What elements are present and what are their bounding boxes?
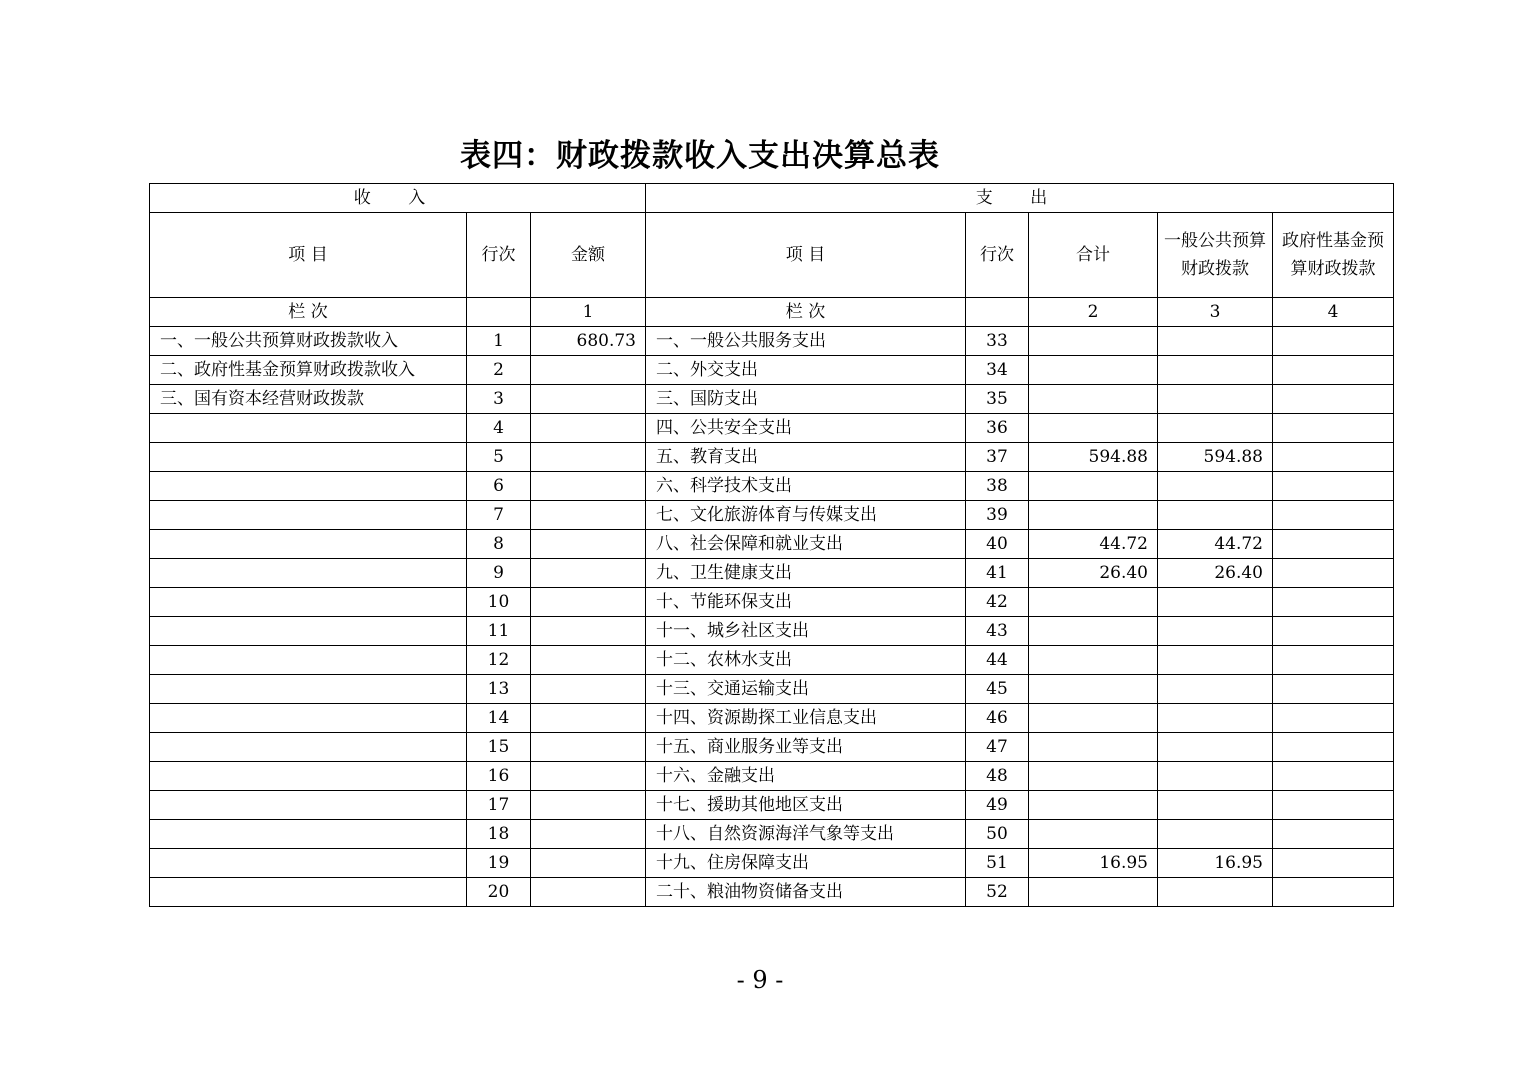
expense-item-cell: 十六、金融支出 [646, 762, 966, 791]
income-row-no-cell: 10 [467, 588, 531, 617]
gov-fund-cell [1273, 617, 1394, 646]
general-budget-cell: 16.95 [1158, 849, 1273, 878]
income-row-no-cell: 2 [467, 356, 531, 385]
income-row-no-cell: 8 [467, 530, 531, 559]
income-item-cell [150, 646, 467, 675]
general-budget-cell: 26.40 [1158, 559, 1273, 588]
gov-fund-cell [1273, 443, 1394, 472]
total-cell [1029, 704, 1158, 733]
total-cell [1029, 646, 1158, 675]
table-row [150, 849, 1394, 878]
expense-item-cell: 二十、粮油物资储备支出 [646, 878, 966, 907]
expense-row-no-cell: 34 [966, 356, 1029, 385]
expense-item-cell: 五、教育支出 [646, 443, 966, 472]
expense-item-cell: 十三、交通运输支出 [646, 675, 966, 704]
column-index-general: 3 [1158, 298, 1273, 327]
income-amount-cell [531, 762, 646, 791]
total-cell [1029, 733, 1158, 762]
income-amount-header: 金额 [531, 213, 646, 298]
income-amount-cell [531, 356, 646, 385]
expense-row-no-cell: 46 [966, 704, 1029, 733]
income-amount-cell [531, 646, 646, 675]
income-amount-cell [531, 617, 646, 646]
total-cell: 26.40 [1029, 559, 1158, 588]
gov-fund-cell [1273, 878, 1394, 907]
income-row-no-cell: 6 [467, 472, 531, 501]
page-number: - 9 - [736, 966, 784, 994]
income-row-no-cell: 1 [467, 327, 531, 356]
expense-item-cell: 六、科学技术支出 [646, 472, 966, 501]
income-item-cell [150, 588, 467, 617]
gov-fund-cell [1273, 820, 1394, 849]
income-row-no-cell: 14 [467, 704, 531, 733]
income-item-cell [150, 791, 467, 820]
income-item-cell [150, 704, 467, 733]
general-budget-cell [1158, 762, 1273, 791]
column-index-row [150, 298, 1394, 327]
total-cell: 16.95 [1029, 849, 1158, 878]
general-budget-cell [1158, 327, 1273, 356]
table-row [150, 414, 1394, 443]
income-amount-cell [531, 501, 646, 530]
expense-row-no-cell: 36 [966, 414, 1029, 443]
income-item-cell [150, 443, 467, 472]
expense-row-no-cell: 50 [966, 820, 1029, 849]
table-row [150, 791, 1394, 820]
gov-fund-cell [1273, 327, 1394, 356]
income-row-no-cell: 20 [467, 878, 531, 907]
column-index-label-right: 栏 次 [646, 298, 966, 327]
income-amount-cell [531, 530, 646, 559]
total-header: 合计 [1029, 213, 1158, 298]
gov-fund-cell [1273, 414, 1394, 443]
income-amount-cell [531, 588, 646, 617]
total-cell [1029, 762, 1158, 791]
income-amount-cell [531, 791, 646, 820]
gov-fund-header: 政府性基金预算财政拨款 [1273, 213, 1394, 298]
table-row [150, 733, 1394, 762]
expense-row-no-cell: 52 [966, 878, 1029, 907]
expense-row-no-cell: 33 [966, 327, 1029, 356]
general-budget-cell [1158, 617, 1273, 646]
expense-item-cell: 四、公共安全支出 [646, 414, 966, 443]
income-row-no-cell: 15 [467, 733, 531, 762]
income-item-cell [150, 414, 467, 443]
expense-item-cell: 十二、农林水支出 [646, 646, 966, 675]
income-amount-cell [531, 675, 646, 704]
income-item-header: 项 目 [150, 213, 467, 298]
column-index-label-left: 栏 次 [150, 298, 467, 327]
total-cell [1029, 791, 1158, 820]
income-row-no-cell: 4 [467, 414, 531, 443]
expense-item-cell: 二、外交支出 [646, 356, 966, 385]
total-cell [1029, 675, 1158, 704]
general-budget-cell [1158, 675, 1273, 704]
income-amount-cell [531, 704, 646, 733]
gov-fund-cell [1273, 704, 1394, 733]
income-row-no-cell: 19 [467, 849, 531, 878]
income-row-no-cell: 13 [467, 675, 531, 704]
table-row [150, 762, 1394, 791]
income-amount-cell [531, 385, 646, 414]
income-item-cell [150, 762, 467, 791]
income-row-no-cell: 7 [467, 501, 531, 530]
total-cell [1029, 617, 1158, 646]
income-item-cell [150, 849, 467, 878]
table-row [150, 530, 1394, 559]
expense-row-no-cell: 48 [966, 762, 1029, 791]
general-budget-cell [1158, 791, 1273, 820]
income-header: 收 入 [150, 184, 646, 213]
income-item-cell: 三、国有资本经营财政拨款 [150, 385, 467, 414]
table-row [150, 356, 1394, 385]
table-row [150, 327, 1394, 356]
table-row [150, 472, 1394, 501]
income-item-cell [150, 501, 467, 530]
expense-item-cell: 一、一般公共服务支出 [646, 327, 966, 356]
gov-fund-cell [1273, 675, 1394, 704]
general-budget-cell [1158, 820, 1273, 849]
expense-row-no-cell: 39 [966, 501, 1029, 530]
expense-item-cell: 十四、资源勘探工业信息支出 [646, 704, 966, 733]
income-item-cell: 一、一般公共预算财政拨款收入 [150, 327, 467, 356]
expense-item-cell: 十、节能环保支出 [646, 588, 966, 617]
expense-row-no-cell: 51 [966, 849, 1029, 878]
total-cell [1029, 327, 1158, 356]
general-budget-cell [1158, 385, 1273, 414]
income-row-no-header: 行次 [467, 213, 531, 298]
column-index-amount: 1 [531, 298, 646, 327]
income-amount-cell [531, 443, 646, 472]
gov-fund-cell [1273, 356, 1394, 385]
income-row-no-cell: 3 [467, 385, 531, 414]
income-amount-cell [531, 849, 646, 878]
table-row [150, 646, 1394, 675]
table-row [150, 443, 1394, 472]
income-amount-cell [531, 559, 646, 588]
total-cell [1029, 414, 1158, 443]
gov-fund-cell [1273, 472, 1394, 501]
table-row [150, 559, 1394, 588]
column-index-fund: 4 [1273, 298, 1394, 327]
income-amount-cell [531, 472, 646, 501]
income-row-no-cell: 11 [467, 617, 531, 646]
expense-row-no-header: 行次 [966, 213, 1029, 298]
income-amount-cell [531, 414, 646, 443]
page-title: 表四：财政拨款收入支出决算总表 [460, 138, 940, 174]
expense-item-header: 项 目 [646, 213, 966, 298]
total-cell [1029, 588, 1158, 617]
expense-header: 支 出 [646, 184, 1394, 213]
gov-fund-cell [1273, 530, 1394, 559]
income-item-cell [150, 617, 467, 646]
gov-fund-cell [1273, 501, 1394, 530]
expense-item-cell: 十七、援助其他地区支出 [646, 791, 966, 820]
income-amount-cell: 680.73 [531, 327, 646, 356]
expense-item-cell: 十一、城乡社区支出 [646, 617, 966, 646]
table-row [150, 675, 1394, 704]
income-row-no-cell: 12 [467, 646, 531, 675]
general-budget-cell [1158, 356, 1273, 385]
column-index-empty [467, 298, 531, 327]
column-index-empty-right [966, 298, 1029, 327]
general-budget-cell [1158, 414, 1273, 443]
income-item-cell [150, 733, 467, 762]
expense-row-no-cell: 40 [966, 530, 1029, 559]
expense-row-no-cell: 38 [966, 472, 1029, 501]
expense-row-no-cell: 37 [966, 443, 1029, 472]
income-item-cell [150, 559, 467, 588]
general-budget-cell [1158, 733, 1273, 762]
general-budget-cell [1158, 472, 1273, 501]
expense-row-no-cell: 42 [966, 588, 1029, 617]
table-row [150, 617, 1394, 646]
gov-fund-cell [1273, 849, 1394, 878]
income-row-no-cell: 5 [467, 443, 531, 472]
income-item-cell [150, 530, 467, 559]
general-budget-cell [1158, 704, 1273, 733]
expense-item-cell: 九、卫生健康支出 [646, 559, 966, 588]
gov-fund-cell [1273, 733, 1394, 762]
income-row-no-cell: 16 [467, 762, 531, 791]
expense-item-cell: 十八、自然资源海洋气象等支出 [646, 820, 966, 849]
fiscal-appropriation-table [149, 183, 1394, 907]
gov-fund-cell [1273, 646, 1394, 675]
table-row [150, 878, 1394, 907]
column-index-total: 2 [1029, 298, 1158, 327]
income-amount-cell [531, 820, 646, 849]
general-budget-cell: 44.72 [1158, 530, 1273, 559]
general-budget-cell [1158, 588, 1273, 617]
total-cell [1029, 820, 1158, 849]
income-item-cell: 二、政府性基金预算财政拨款收入 [150, 356, 467, 385]
expense-item-cell: 十九、住房保障支出 [646, 849, 966, 878]
general-budget-cell: 594.88 [1158, 443, 1273, 472]
total-cell [1029, 472, 1158, 501]
table-row [150, 501, 1394, 530]
general-budget-header: 一般公共预算财政拨款 [1158, 213, 1273, 298]
expense-row-no-cell: 44 [966, 646, 1029, 675]
income-row-no-cell: 18 [467, 820, 531, 849]
income-row-no-cell: 9 [467, 559, 531, 588]
total-cell: 594.88 [1029, 443, 1158, 472]
total-cell [1029, 356, 1158, 385]
general-budget-cell [1158, 501, 1273, 530]
income-amount-cell [531, 733, 646, 762]
income-item-cell [150, 820, 467, 849]
expense-item-cell: 八、社会保障和就业支出 [646, 530, 966, 559]
expense-row-no-cell: 43 [966, 617, 1029, 646]
expense-row-no-cell: 35 [966, 385, 1029, 414]
gov-fund-cell [1273, 762, 1394, 791]
table-row [150, 704, 1394, 733]
income-item-cell [150, 675, 467, 704]
income-amount-cell [531, 878, 646, 907]
total-cell [1029, 385, 1158, 414]
income-row-no-cell: 17 [467, 791, 531, 820]
expense-row-no-cell: 45 [966, 675, 1029, 704]
expense-item-cell: 十五、商业服务业等支出 [646, 733, 966, 762]
total-cell: 44.72 [1029, 530, 1158, 559]
gov-fund-cell [1273, 588, 1394, 617]
header-row-group [150, 184, 1394, 213]
total-cell [1029, 878, 1158, 907]
expense-row-no-cell: 49 [966, 791, 1029, 820]
gov-fund-cell [1273, 791, 1394, 820]
income-item-cell [150, 472, 467, 501]
gov-fund-cell [1273, 559, 1394, 588]
total-cell [1029, 501, 1158, 530]
income-item-cell [150, 878, 467, 907]
expense-row-no-cell: 47 [966, 733, 1029, 762]
gov-fund-cell [1273, 385, 1394, 414]
general-budget-cell [1158, 878, 1273, 907]
general-budget-cell [1158, 646, 1273, 675]
table-row [150, 820, 1394, 849]
expense-item-cell: 七、文化旅游体育与传媒支出 [646, 501, 966, 530]
header-row-columns [150, 213, 1394, 298]
table-row [150, 385, 1394, 414]
table-row [150, 588, 1394, 617]
expense-row-no-cell: 41 [966, 559, 1029, 588]
expense-item-cell: 三、国防支出 [646, 385, 966, 414]
